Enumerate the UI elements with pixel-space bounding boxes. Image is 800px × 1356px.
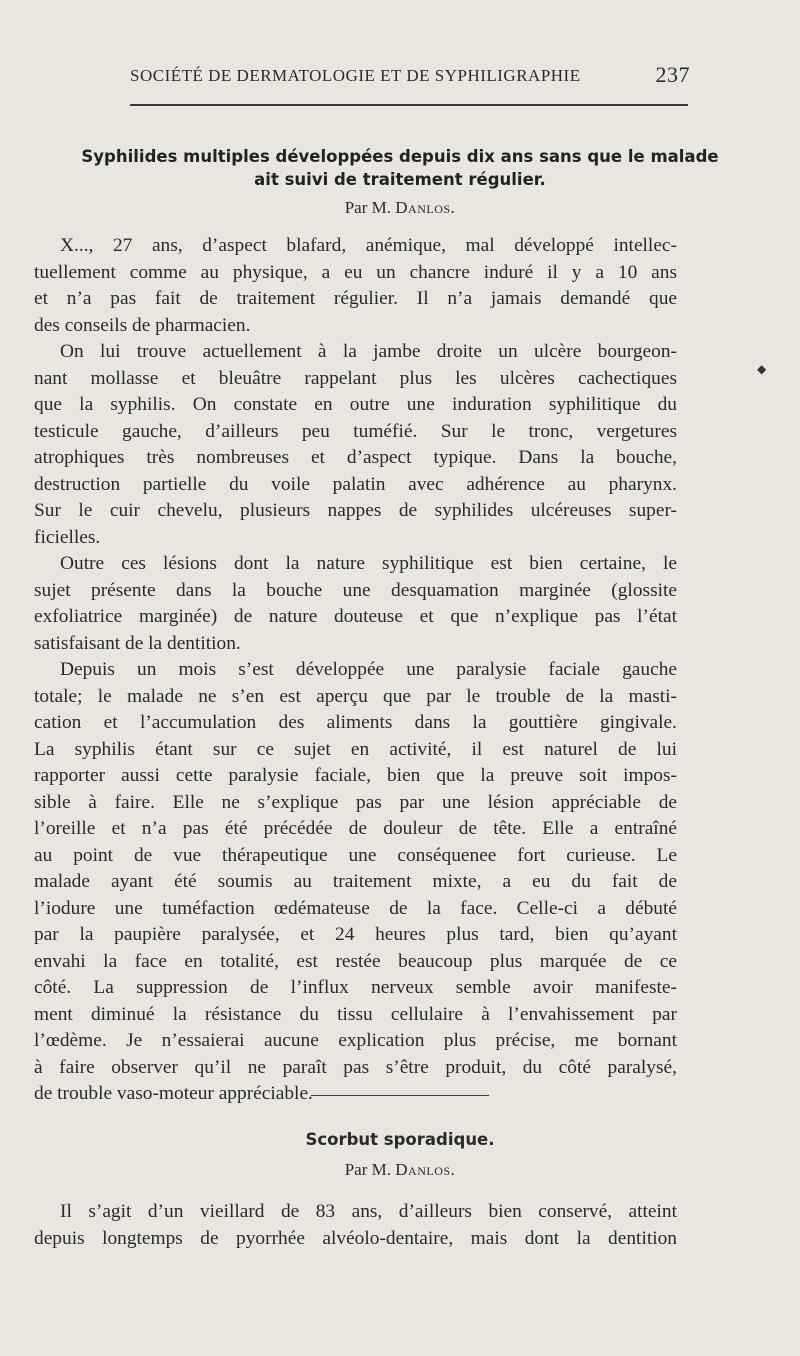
text-line: Il s’agit d’un vieillard de 83 ans, d’ailleurs bien conservé, atteint <box>60 1201 677 1222</box>
byline-prefix: Par M. <box>344 198 391 217</box>
byline <box>0 198 800 218</box>
text-line: ment diminué la résistance du tissu cellulaire à l’envahissement par <box>34 1003 677 1025</box>
article-title-line-2: ait suivi de traitement régulier. <box>254 170 546 189</box>
page-number: 237 <box>655 62 690 87</box>
text-line: cation et l’accumulation des aliments dans la gouttière gingivale. <box>34 712 677 733</box>
text-line: La syphilis étant sur ce sujet en activité, il est naturel de lui <box>34 738 677 760</box>
text-line: Outre ces lésions dont la nature syphilitique est bien certaine, le <box>60 553 677 574</box>
margin-mark: ◆ <box>757 362 767 376</box>
text-line: testicule gauche, d’ailleurs peu tuméfié. Sur le tronc, vergetures <box>34 420 677 442</box>
byline-author: Danlos. <box>395 1160 456 1179</box>
text-line: destruction partielle du voile palatin avec adhérence au pharynx. <box>34 473 677 495</box>
text-line: que la syphilis. On constate en outre une induration syphilitique du <box>34 394 677 415</box>
text-line: ficielles. <box>34 526 101 548</box>
text-line: totale; le malade ne s’en est aperçu que par le trouble de la masti- <box>34 685 677 707</box>
text-line: envahi la face en totalité, est restée beaucoup plus marquée de ce <box>34 950 677 972</box>
text-line: sujet présente dans la bouche une desquamation marginée (glossite <box>34 579 677 601</box>
paragraph-4 <box>34 657 677 1108</box>
text-line: Depuis un mois s’est développée une paralysie faciale gauche <box>60 659 677 680</box>
text-line: On lui trouve actuellement à la jambe droite un ulcère bourgeon- <box>60 341 677 362</box>
text-line: X..., 27 ans, d’aspect blafard, anémique, mal développé intellec- <box>60 235 677 256</box>
text-line: des conseils de pharmacien. <box>34 314 251 336</box>
text-line: satisfaisant de la dentition. <box>34 632 241 654</box>
text-line: tuellement comme au physique, a eu un chancre induré il y a 10 ans <box>34 261 677 283</box>
article-title-line-1: Syphilides multiples développées depuis dix ans sans que le malade <box>81 147 719 166</box>
text-line: exfoliatrice marginée) de nature douteuse et que n’explique pas l’état <box>34 606 677 627</box>
text-line: rapporter aussi cette paralysie faciale, bien que la preuve soit impos- <box>34 765 677 786</box>
article-body <box>34 233 677 1108</box>
byline-prefix: Par M. <box>344 1160 391 1179</box>
running-title: SOCIÉTÉ DE DERMATOLOGIE ET DE SYPHILIGRAPHIE <box>130 66 581 85</box>
text-line: l’oreille et n’a pas été précédée de douleur de tête. Elle a entraîné <box>34 818 677 839</box>
text-line: l’œdème. Je n’essaierai aucune explication plus précise, me bornant <box>34 1030 677 1051</box>
text-line: l’iodure une tuméfaction œdémateuse de la face. Celle-ci a débuté <box>34 897 677 919</box>
byline-author: Danlos. <box>395 198 456 217</box>
text-line: de trouble vaso-moteur appréciable. <box>34 1083 313 1104</box>
text-line: malade ayant été soumis au traitement mixte, a eu du fait de <box>34 871 677 892</box>
text-line: à faire observer qu’il ne paraît pas s’être produit, du côté paralysé, <box>34 1056 677 1078</box>
article-2-body <box>34 1199 677 1252</box>
byline-2 <box>0 1160 800 1180</box>
paragraph-1 <box>34 233 677 339</box>
header-rule <box>130 104 688 106</box>
text-line: atrophiques très nombreuses et d’aspect typique. Dans la bouche, <box>34 447 677 468</box>
section-separator <box>311 1095 489 1096</box>
text-line: nant mollasse et bleuâtre rappelant plus les ulcères cachectiques <box>34 367 677 389</box>
paragraph-3 <box>34 551 677 657</box>
text-line: par la paupière paralysée, et 24 heures plus tard, bien qu’ayant <box>34 924 677 945</box>
text-line: et n’a pas fait de traitement régulier. Il n’a jamais demandé que <box>34 288 677 309</box>
text-line: côté. La suppression de l’influx nerveux semble avoir manifeste- <box>34 977 677 998</box>
text-line: Sur le cuir chevelu, plusieurs nappes de syphilides ulcéreuses super- <box>34 500 677 521</box>
text-line: depuis longtemps de pyorrhée alvéolo-dentaire, mais dont la dentition <box>34 1227 677 1249</box>
text-line: sible à faire. Elle ne s’explique pas par une lésion appréciable de <box>34 791 677 813</box>
section-title: Scorbut sporadique. <box>305 1130 495 1149</box>
paragraph-2 <box>34 339 677 551</box>
text-line: au point de vue thérapeutique une conséquenee fort curieuse. Le <box>34 844 677 866</box>
